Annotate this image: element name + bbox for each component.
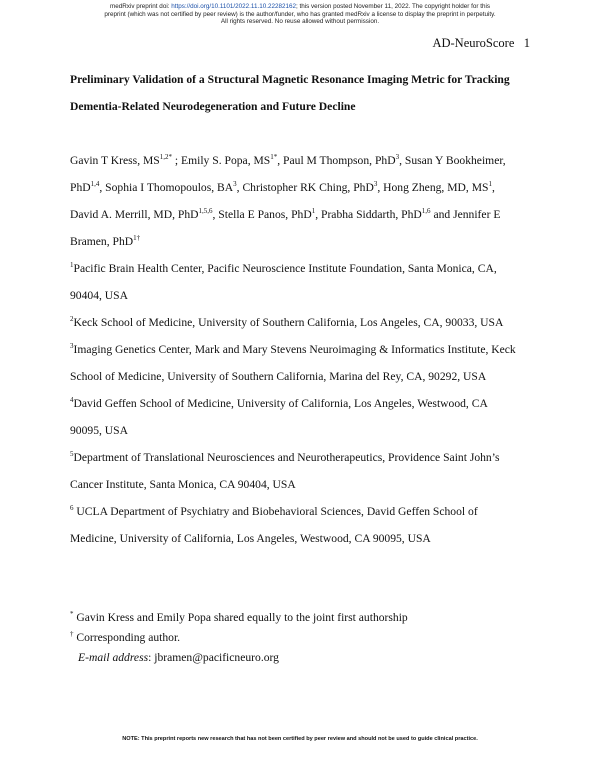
affiliation-3: $^3$Imaging Genetics Center, Mark and Mary Stevens Neuroimaging & Informatics Institute, Keck School of Medicine, University of Southern California, Marina del Rey, CA, 90292, USA: [70, 342, 516, 383]
running-head: AD-NeuroScore 1: [432, 36, 530, 50]
peer-review-notice: NOTE: This preprint reports new research that has not been certified by peer review and should not be used to guide clinical practice.: [122, 736, 478, 742]
affiliation-2: $^2$Keck School of Medicine, University of Southern California, Los Angeles, CA, 90033, USA: [70, 315, 504, 329]
affiliation-6: $^6$ UCLA Department of Psychiatry and Biobehavioral Sciences, David Geffen School of Medicine, University of California, Los Angeles, Westwood, CA 90095, USA: [70, 504, 478, 545]
paper-title: [70, 66, 540, 120]
affiliation-5: $^5$Department of Translational Neurosciences and Neurotherapeutics, Providence Saint John’s Cancer Institute, Santa Monica, CA 90404, USA: [70, 450, 500, 491]
affiliation-4: $^4$David Geffen School of Medicine, University of California, Los Angeles, Westwood, CA 90095, USA: [70, 396, 488, 437]
author-block: [70, 147, 540, 552]
doi-link[interactable]: https://doi.org/10.1101/2022.11.10.22282162: [171, 3, 296, 10]
email-line: E-mail address: jbramen@pacificneuro.org: [78, 651, 279, 664]
banner-line-3: All rights reserved. No reuse allowed without permission.: [220, 18, 380, 26]
banner-line-1: medRxiv preprint doi: https://doi.org/10.1101/2022.11.10.22282162; this version posted November 11, 2022. The copyright holder for this: [109, 3, 491, 10]
banner-line-2: preprint (which was not certified by peer review) is the author/funder, who has granted medRxiv a license to display the preprint in perpetuity.: [104, 10, 496, 18]
email-address[interactable]: : jbramen@pacificneuro.org: [148, 651, 279, 664]
footnotes: [70, 608, 540, 668]
title-line-1: Preliminary Validation of a Structural Magnetic Resonance Imaging Metric for Tracking: [70, 73, 510, 86]
author-line-3: David A. Merrill, MD, PhD$^{1,5,6}$, Stella E Panos, PhD$^1$, Prabha Siddarth, PhD$^{1,6}$ and Jennifer E: [70, 207, 501, 221]
affiliation-1: $^1$Pacific Brain Health Center, Pacific Neuroscience Institute Foundation, Santa Monica, CA, 90404, USA: [70, 261, 497, 302]
joint-authorship-note: * Gavin Kress and Emily Popa shared equally to the joint first authorship: [70, 610, 408, 624]
corresponding-author-note: † Corresponding author.: [70, 630, 181, 644]
author-line-2: PhD$^{1,4}$, Sophia I Thomopoulos, $BA^3$, Christopher RK Ching, PhD$^3$, Hong Zheng, MD, $MS^1$,: [70, 180, 495, 194]
preprint-banner: [0, 3, 600, 26]
title-line-2: Dementia-Related Neurodegeneration and Future Decline: [70, 100, 356, 113]
author-line-4: Bramen, PhD$^{1\dagger}$: [70, 234, 141, 248]
author-line-1: Gavin T Kress, $MS^{1,2*}$ ; Emily S. Popa, $MS^{1*}$, Paul M Thompson, PhD$^3$, Susan Y Bookheimer,: [70, 153, 506, 167]
